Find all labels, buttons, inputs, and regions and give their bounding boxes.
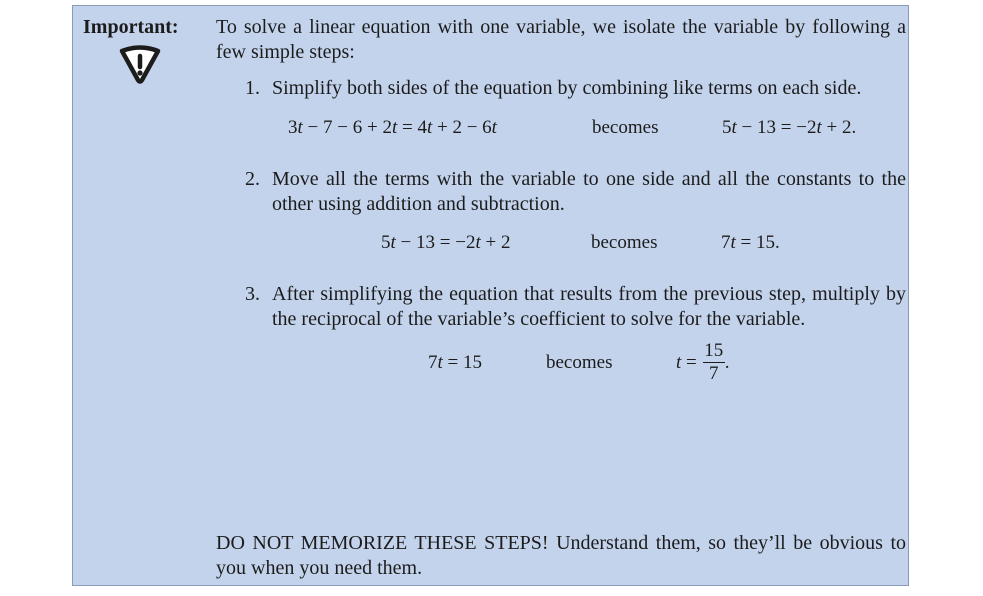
step-text: Simplify both sides of the equation by combining like terms on each side.: [272, 77, 862, 99]
step-number: 3.: [245, 283, 260, 305]
equation-right: 7t = 15.: [721, 231, 780, 253]
list-item: [216, 76, 906, 101]
equation-row: [216, 338, 906, 386]
intro-paragraph: To solve a linear equation with one variable, we isolate the variable by following a few simple steps:: [216, 16, 906, 63]
step-number: 1.: [245, 77, 260, 99]
step-text: After simplifying the equation that results from the previous step, multiply by the reciprocal of the variable’s coefficient to solve for the variable.: [272, 283, 906, 330]
list-item: [216, 282, 906, 332]
list-item: [216, 167, 906, 217]
equation-right: 5t − 13 = −2t + 2.: [722, 116, 857, 138]
equation-row: [216, 227, 906, 257]
fraction: [703, 340, 725, 385]
becomes-text: becomes: [546, 351, 613, 373]
equation-left: 7t = 15: [428, 351, 482, 373]
warning-exclamation-icon: [116, 45, 164, 85]
becomes-text: becomes: [592, 116, 659, 138]
equation-left: 3t − 7 − 6 + 2t = 4t + 2 − 6t: [288, 116, 497, 138]
equation-right-suffix: .: [724, 351, 730, 373]
fraction-denominator: 7: [709, 362, 719, 384]
important-callout-box: [72, 5, 909, 586]
step-number: 2.: [245, 168, 260, 190]
equation-row: [216, 112, 906, 142]
equation-left: 5t − 13 = −2t + 2: [381, 231, 511, 253]
callout-content: [216, 15, 906, 579]
step-text: Move all the terms with the variable to one side and all the constants to the other using addition and subtraction.: [272, 168, 906, 215]
closing-paragraph: DO NOT MEMORIZE THESE STEPS! Understand them, so they’ll be obvious to you when you need them.: [216, 532, 906, 579]
important-label: Important:: [83, 16, 179, 38]
steps-list: [216, 76, 906, 386]
becomes-text: becomes: [591, 231, 658, 253]
fraction-numerator: 15: [704, 339, 724, 361]
equation-right-prefix: t =: [676, 351, 697, 373]
